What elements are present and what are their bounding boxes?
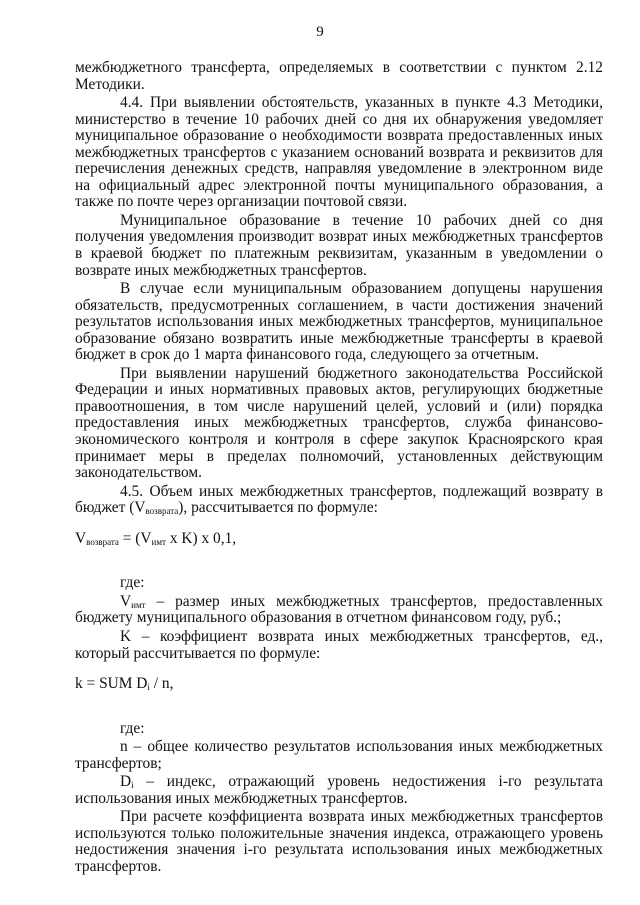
definition-v-symbol: V — [120, 592, 132, 610]
page-number: 9 — [316, 24, 324, 40]
where-label-1: где: — [120, 574, 145, 592]
where-label-2: где: — [120, 719, 145, 737]
paragraph-4-4: 4.4. При выявлении обстоятельств, указанных в пункте 4.3 Методики, министерство в течение 10 рабочих дней со дня их обнаружения уведомляет муниципальное образование о необходимости возврата предоставленных иных межбюджетных трансфертов с указанием оснований возврата и реквизитов для перечисления денежных средств, направляя уведомление в электронном виде на официальный адрес электронной почты муниципального образования, а также по почте через организации почтовой связи. — [75, 94, 603, 211]
paragraph-4-5-end: ), рассчитывается по формуле: — [178, 499, 378, 517]
formula-tail: x K) x 0,1, — [166, 529, 237, 547]
paragraph-obligation-violation: В случае если муниципальным образованием допущены нарушения обязательств, предусмотренных соглашением, в части достижения значений результатов использования иных межбюджетных трансфертов, муниципальное образование обязано возвратить иные межбюджетные трансферты в краевой бюджет в срок до 1 марта финансового года, следующего за отчетным. — [75, 280, 603, 364]
formula-v-symbol: V — [75, 529, 87, 547]
subscript-vozvrata: возврата — [145, 506, 179, 517]
formula-equals-part: = (V — [118, 529, 152, 547]
definition-d-text: – индекс, отражающий уровень недостижения i-го результата использования иных межбюджетных трансфертов. — [75, 773, 603, 807]
definition-d-symbol: D — [120, 773, 132, 791]
paragraph-budget-violation: При выявлении нарушений бюджетного законодательства Российской Федерации и иных нормативных правовых актов, регулирующих бюджетные правоотношения, в том числе нарушений целей, условий и (или) порядка предоставления иных межбюджетных трансфертов, служба финансово-экономического контроля и контроля в сфере закупок Красноярского края принимает меры в пределах полномочий, установленных действующим законодательством. — [75, 364, 603, 482]
paragraph-continuation: межбюджетного трансферта, определяемых в соответствии с пунктом 2.12 Методики. — [75, 59, 603, 93]
paragraph-4-5 — [75, 484, 603, 517]
formula-k-end: / n, — [149, 675, 174, 693]
formula-subscript-vozvrata: возврата — [86, 536, 119, 547]
definition-v-text: – размер иных межбюджетных трансфертов, предоставленных бюджету муниципального образования в отчетном финансовом году, руб.; — [75, 592, 603, 627]
document-body — [75, 60, 603, 878]
paragraph-municipality-return: Муниципальное образование в течение 10 рабочих дней со дня получения уведомления производит возврат иных межбюджетных трансфертов в краевой бюджет по платежным реквизитам, указанным в уведомлении о возврате иных межбюджетных трансфертов. — [75, 211, 603, 279]
formula-v-return — [75, 531, 603, 548]
definition-k: K – коэффициент возврата иных межбюджетных трансфертов, ед., который рассчитывается по формуле: — [75, 627, 603, 662]
formula-subscript-i: i — [147, 682, 150, 693]
formula-subscript-imt: имт — [151, 536, 166, 547]
definition-subscript-imt: имт — [131, 599, 146, 610]
definition-n: n – общее количество результатов использования иных межбюджетных трансфертов; — [75, 738, 603, 772]
formula-k — [75, 676, 603, 693]
paragraph-calculation-note: При расчете коэффициента возврата иных межбюджетных трансфертов используются только положительные значения индекса, отражающего уровень недостижения значения i-го результата использования иных межбюджетных трансфертов. — [75, 808, 603, 875]
paragraph-4-5-start: 4.5. Объем иных межбюджетных трансфертов, подлежащий возврату в бюджет (V — [75, 482, 603, 517]
definition-v-imt — [75, 594, 603, 627]
definition-d — [75, 774, 603, 807]
formula-k-start: k = SUM D — [75, 675, 148, 693]
definition-subscript-i: i — [131, 780, 134, 791]
